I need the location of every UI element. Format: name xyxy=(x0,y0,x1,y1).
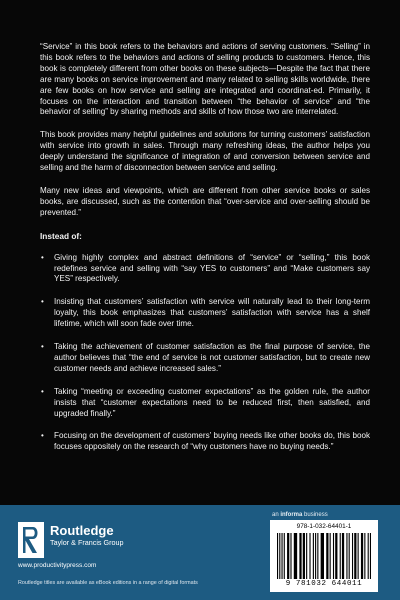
barcode-bar xyxy=(361,533,363,579)
publisher-group: Taylor & Francis Group xyxy=(50,538,124,547)
barcode-bar xyxy=(303,533,305,579)
list-item xyxy=(40,431,370,453)
publisher-name: Routledge xyxy=(50,523,114,538)
barcode-bar xyxy=(326,533,328,579)
list-item-text: Taking the achievement of customer satisfaction as the final purpose of service, the author believes that “the end of service is not customer satisfaction, but to create new customer needs and achieve increased sales.” xyxy=(54,342,370,373)
barcode-bar xyxy=(277,533,278,579)
barcode-bar xyxy=(368,533,369,579)
barcode-bar xyxy=(340,533,341,579)
description-paragraph-3: Many new ideas and viewpoints, which are different from other service books or sales books, are discussed, such as the contention that “over-service and over-selling should be prevented.” xyxy=(40,185,370,217)
barcode-bar xyxy=(352,533,353,579)
list-item-text: Giving highly complex and abstract definitions of “service” or “selling,” this book redefines service and selling with “say YES to customers” and “Make customers say YES” respectively. xyxy=(54,252,370,284)
isbn-barcode xyxy=(270,520,378,592)
description-paragraph-1: “Service” in this book refers to the behaviors and actions of serving customers. “Selling” in this book refers to the behaviors and actions of selling products to customers. Hence, this book is completely different from other books on these subjects—Despite the fact that there are many books on service improvement and many related to selling skills worldwide, there are few books on how service and selling are integrated and coordinat-ed. Primarily, it focuses on the interaction and transition between “the behavior of service” and “the behavior of selling” by sharing methods and skills of how those two are interrelated. xyxy=(40,42,370,117)
barcode-bar xyxy=(358,533,359,579)
bullet-icon: • xyxy=(41,342,44,352)
barcode-bars xyxy=(276,533,372,579)
ebook-note: Routledge titles are available as eBook editions in a range of digital formats xyxy=(18,580,198,586)
barcode-bar xyxy=(294,533,297,579)
barcode-bar xyxy=(342,533,344,579)
barcode-bar xyxy=(346,533,347,579)
barcode-bar xyxy=(313,533,314,579)
bullet-icon: • xyxy=(41,252,44,262)
description-block xyxy=(40,42,370,465)
publisher-website[interactable]: www.productivitypress.com xyxy=(18,562,97,569)
list-item xyxy=(40,297,370,330)
barcode-bar xyxy=(330,533,331,579)
informa-suffix: business xyxy=(302,512,328,518)
barcode-bar xyxy=(306,533,307,579)
list-item-text: Focusing on the development of customers’ buying needs like other books do, this book focuses oppositely on the research of “why customers have no buying needs.” xyxy=(54,431,370,452)
barcode-bar xyxy=(279,533,280,579)
isbn-label: 978-1-032-64401-1 xyxy=(296,523,352,530)
barcode-bar xyxy=(281,533,282,579)
barcode-bar xyxy=(317,533,318,579)
bullet-icon: • xyxy=(41,297,44,307)
barcode-bar xyxy=(287,533,289,579)
informa-business-label xyxy=(272,512,328,518)
list-item xyxy=(40,253,370,286)
description-paragraph-2: This book provides many helpful guidelines and solutions for turning customers’ satisfaction with service into growth in sales. Through many refreshing ideas, the author helps you deeply understand the significance of integration of and conversion between service and selling and the harm of disconnection between service and selling. xyxy=(40,130,370,173)
barcode-bar xyxy=(370,533,371,579)
informa-prefix: an xyxy=(272,512,281,518)
barcode-bar xyxy=(354,533,356,579)
bullet-icon: • xyxy=(41,431,44,441)
informa-name: informa xyxy=(280,512,303,518)
routledge-r-logo-icon xyxy=(18,522,44,558)
list-item-text: Insisting that customers’ satisfaction with service will naturally lead to their long-term loyalty, this book emphasizes that customers’ satisfaction with service has a shelf lifetime, which will soon fade over time. xyxy=(54,297,370,329)
bullet-icon: • xyxy=(41,386,44,396)
list-item xyxy=(40,387,370,420)
barcode-bar xyxy=(349,533,350,579)
barcode-bar xyxy=(335,533,337,579)
list-item-text: Taking “meeting or exceeding customer expectations” as the golden rule, the author insists that “customer expectations need to be reduced first, then satisfied, and upgraded finally.” xyxy=(54,386,370,418)
barcode-bar xyxy=(333,533,334,579)
barcode-bar xyxy=(309,533,310,579)
barcode-bar xyxy=(315,533,316,579)
isbn-digits: 9 781032 644011 xyxy=(285,580,363,588)
points-list xyxy=(40,253,370,454)
barcode-bar xyxy=(290,533,291,579)
barcode-bar xyxy=(299,533,301,579)
publisher-brand xyxy=(50,524,124,547)
instead-heading: Instead of: xyxy=(40,230,82,241)
barcode-bar xyxy=(321,533,324,579)
barcode-bar xyxy=(364,533,365,579)
list-item xyxy=(40,342,370,375)
barcode-bar xyxy=(284,533,285,579)
